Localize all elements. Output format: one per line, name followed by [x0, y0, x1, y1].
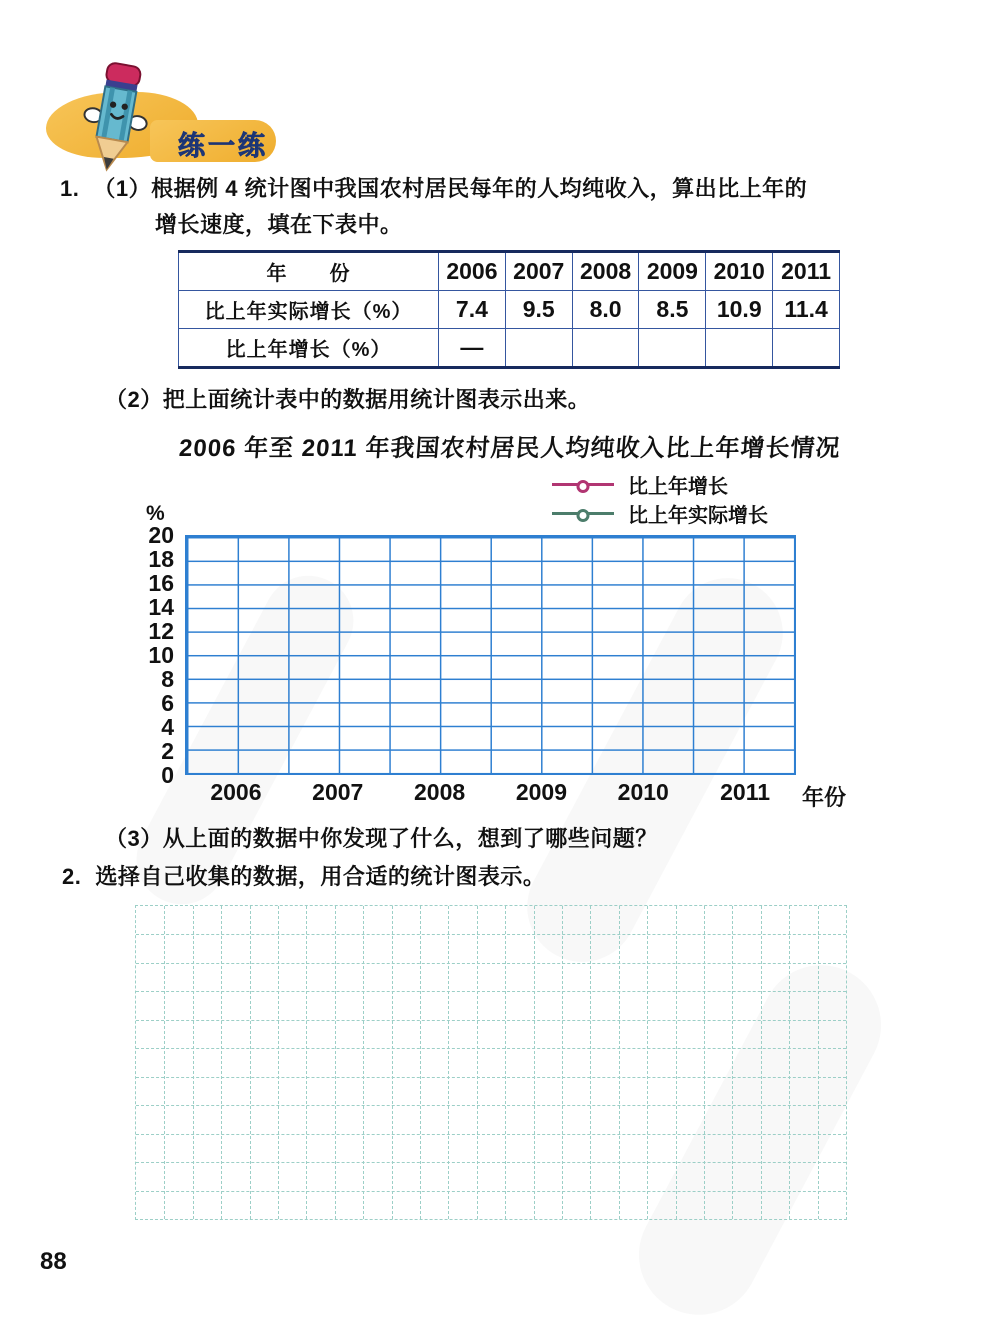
question-1-number: 1.: [60, 176, 80, 201]
table-header-cell: 2006: [439, 252, 506, 291]
table-cell: [572, 329, 639, 368]
question-1-line-1: [60, 172, 807, 203]
grid-line-vertical: [278, 906, 279, 1219]
grid-line-vertical: [647, 906, 648, 1219]
question-1-line-2: 增长速度，填在下表中。: [155, 212, 403, 237]
chart-x-tick: 2007: [312, 779, 364, 805]
grid-line-vertical: [704, 906, 705, 1219]
table-cell: 11.4: [773, 291, 840, 329]
grid-line-horizontal: [136, 1191, 846, 1192]
legend-label: 比上年增长: [628, 476, 728, 498]
grid-line-vertical: [676, 906, 677, 1219]
grid-line-vertical: [221, 906, 222, 1219]
chart-legend: [552, 470, 768, 528]
legend-item: [552, 499, 768, 528]
table-cell: 8.5: [639, 291, 706, 329]
question-1-part1-text: 根据例 4 统计图中我国农村居民每年的人均纯收入，算出比上年的: [151, 176, 808, 201]
page-number: 88: [40, 1248, 67, 1275]
table-cell: 9.5: [505, 291, 572, 329]
table-cell: [706, 329, 773, 368]
question-2-text: 选择自己收集的数据，用合适的统计图表示。: [95, 864, 546, 889]
chart-y-tick: 14: [148, 594, 174, 620]
grid-line-vertical: [420, 906, 421, 1219]
table-header-cell: 年 份: [179, 252, 439, 291]
chart-y-tick: 12: [148, 618, 174, 644]
table-cell: [639, 329, 706, 368]
grid-line-vertical: [306, 906, 307, 1219]
chart-x-tick: 2006: [210, 779, 262, 805]
legend-line-marker-icon: [552, 512, 614, 515]
chart-x-tick: 2009: [515, 779, 567, 805]
chart-y-axis-unit: %: [146, 502, 165, 525]
chart-y-tick: 4: [161, 714, 174, 740]
chart-y-axis: [110, 523, 174, 787]
chart-x-axis: [185, 779, 796, 807]
table-cell: 10.9: [706, 291, 773, 329]
table-cell: 7.4: [439, 291, 506, 329]
question-1-part1-marker: （1）: [93, 176, 152, 201]
grid-line-horizontal: [136, 934, 846, 935]
chart-x-tick: 2010: [617, 779, 669, 805]
legend-label: 比上年实际增长: [628, 505, 768, 527]
chart-x-tick: 2011: [720, 779, 771, 805]
grid-line-vertical: [818, 906, 819, 1219]
grid-line-vertical: [732, 906, 733, 1219]
table-cell: 比上年增长（%）: [179, 329, 439, 368]
grid-line-vertical: [448, 906, 449, 1219]
legend-item: [552, 470, 768, 499]
pencil-icon: [52, 58, 170, 176]
grid-line-vertical: [534, 906, 535, 1219]
question-1-part3: （3）从上面的数据中你发现了什么，想到了哪些问题？: [105, 826, 658, 851]
table-header-cell: 2011: [773, 252, 840, 291]
chart-x-axis-label: 年份: [802, 785, 847, 810]
badge-label: 练一练: [178, 131, 268, 161]
answer-grid: [135, 905, 847, 1220]
legend-circle-marker-icon: [577, 509, 590, 522]
grid-line-horizontal: [136, 1105, 846, 1106]
chart-y-tick: 20: [148, 522, 174, 548]
chart-title: 2006 年至 2011 年我国农村居民人均纯收入比上年增长情况: [178, 435, 842, 462]
grid-line-horizontal: [136, 1020, 846, 1021]
grid-line-vertical: [562, 906, 563, 1219]
question-1-part2: （2）把上面统计表中的数据用统计图表示出来。: [105, 387, 591, 412]
chart-y-tick: 10: [148, 642, 174, 668]
table-header-cell: 2009: [639, 252, 706, 291]
grid-line-vertical: [761, 906, 762, 1219]
grid-line-vertical: [789, 906, 790, 1219]
table-header-cell: 2007: [505, 252, 572, 291]
table-header-row: [179, 252, 840, 291]
table-header-cell: 2010: [706, 252, 773, 291]
chart-x-tick: 2008: [413, 779, 466, 805]
table-row: [179, 291, 840, 329]
table-cell: —: [439, 329, 506, 368]
table-cell: [505, 329, 572, 368]
grid-line-horizontal: [136, 1077, 846, 1078]
grid-line-vertical: [193, 906, 194, 1219]
grid-line-horizontal: [136, 991, 846, 992]
table-header-cell: 2008: [572, 252, 639, 291]
grid-line-horizontal: [136, 1048, 846, 1049]
chart-y-tick: 18: [148, 546, 174, 572]
grid-line-vertical: [619, 906, 620, 1219]
grid-line-vertical: [164, 906, 165, 1219]
chart-plot: [185, 535, 796, 775]
chart-y-tick: 16: [148, 570, 174, 596]
grid-line-horizontal: [136, 963, 846, 964]
grid-line-horizontal: [136, 1162, 846, 1163]
question-2-number: 2.: [62, 864, 82, 889]
table-row: [179, 329, 840, 368]
legend-circle-marker-icon: [577, 480, 590, 493]
grid-line-vertical: [477, 906, 478, 1219]
grid-line-vertical: [505, 906, 506, 1219]
legend-line-marker-icon: [552, 483, 614, 486]
table-cell: 比上年实际增长（%）: [179, 291, 439, 329]
grid-line-vertical: [335, 906, 336, 1219]
grid-line-vertical: [250, 906, 251, 1219]
question-2-line: [62, 860, 545, 891]
chart-y-tick: 6: [161, 690, 174, 716]
table-cell: [773, 329, 840, 368]
chart-y-tick: 0: [161, 762, 174, 788]
grid-line-horizontal: [136, 1134, 846, 1135]
stats-table: [178, 250, 840, 369]
grid-line-vertical: [590, 906, 591, 1219]
grid-line-vertical: [363, 906, 364, 1219]
table-cell: 8.0: [572, 291, 639, 329]
chart-y-tick: 8: [161, 666, 174, 692]
grid-line-vertical: [392, 906, 393, 1219]
chart-y-tick: 2: [161, 738, 174, 764]
